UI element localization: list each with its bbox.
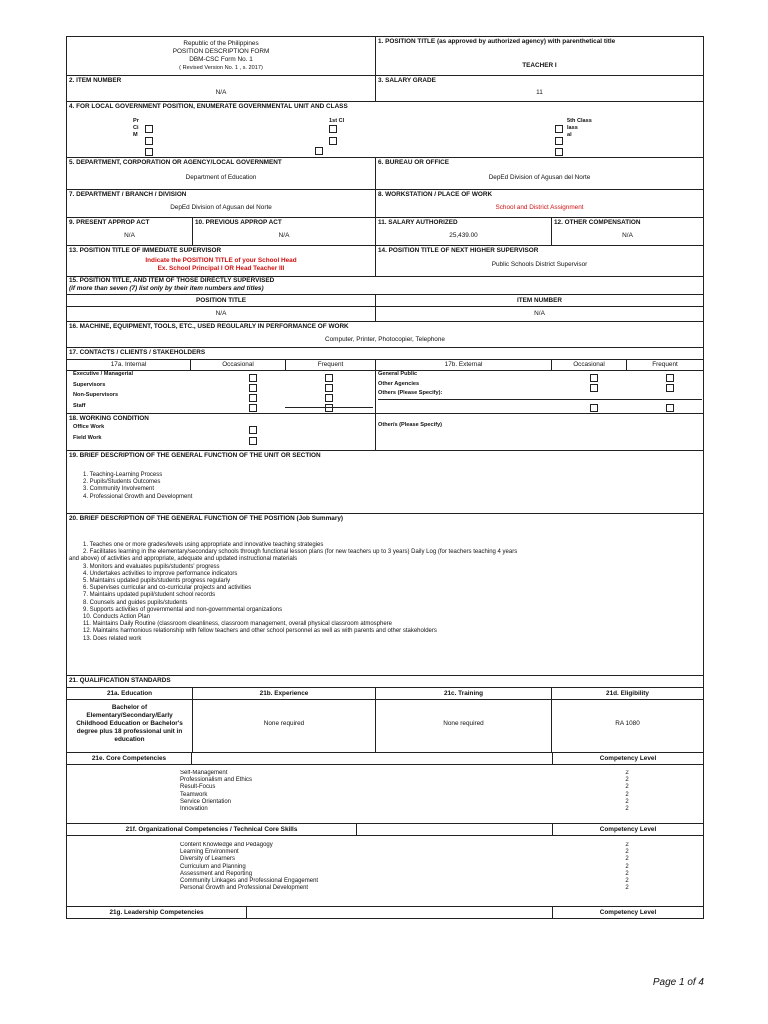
position-title-cell	[376, 37, 703, 75]
present-approp-value: N/A	[124, 232, 135, 239]
unit-function-label: 19. BRIEF DESCRIPTION OF THE GENERAL FUNCTION OF THE UNIT OR SECTION	[69, 452, 321, 459]
bureau-value: DepEd Division of Agusan del Norte	[488, 174, 591, 181]
next-supervisor-value: Public Schools District Supervisor	[491, 261, 588, 268]
division-label: 7. DEPARTMENT / BRANCH / DIVISION	[69, 191, 187, 198]
eligibility-header: 21d. Eligibility	[606, 690, 649, 697]
header-republic: Republic of the Philippines	[183, 40, 259, 47]
external-occasional-checkbox[interactable]	[590, 404, 598, 412]
frequent-checkbox[interactable]	[325, 404, 333, 412]
unit-function-item: 2. Pupils/Students Outcomes	[83, 479, 161, 486]
bureau-cell	[376, 158, 703, 189]
internal-divider-line	[285, 407, 373, 408]
previous-approp-cell	[193, 218, 376, 245]
salary-authorized-value: 25,439.00	[449, 232, 478, 239]
item-number-cell	[67, 76, 376, 101]
external-contacts	[376, 371, 703, 413]
job-summary-item: 12. Maintains harmonious relationship with fellow teachers and other school personnel as well as with parents and other stakeholders	[83, 628, 437, 635]
job-summary-item: 10. Conducts Action Plan	[83, 614, 151, 621]
frequent-checkbox[interactable]	[325, 394, 333, 402]
equipment-row	[66, 322, 704, 348]
lgu-column-1: Pr Ci M	[133, 118, 139, 138]
org-levels-list	[551, 842, 703, 892]
item-number-label: 2. ITEM NUMBER	[69, 77, 122, 84]
others-specify-line	[378, 399, 702, 400]
position-title-value: TEACHER I	[522, 62, 557, 69]
job-summary-item: 5. Maintains updated pupils/students progress regularly	[83, 578, 231, 585]
org-competency: Assessment and Reporting	[180, 870, 253, 877]
job-summary-item: 13. Does related work	[83, 635, 142, 642]
core-level: 2	[625, 777, 629, 784]
local-government-cell	[67, 102, 703, 157]
supervised-item-number-value: N/A	[534, 310, 545, 317]
directly-supervised-sublabel: (if more than seven (7) list only by their item numbers and titles)	[69, 285, 264, 292]
bureau-label: 6. BUREAU OR OFFICE	[378, 159, 450, 166]
contact-executive: Executive / Managerial	[73, 371, 134, 377]
job-summary-label: 20. BRIEF DESCRIPTION OF THE GENERAL FUNCTION OF THE POSITION (Job Summary)	[69, 515, 343, 522]
salary-authorized-label: 11. SALARY AUTHORIZED	[378, 219, 458, 226]
org-competency: Content Knowledge and Pedagogy	[180, 842, 273, 848]
job-summary-list	[67, 524, 703, 643]
frequent-checkbox[interactable]	[325, 384, 333, 392]
form-header	[67, 37, 376, 75]
next-supervisor-cell	[376, 246, 703, 276]
external-occasional-header: Occasional	[552, 360, 627, 370]
experience-value: None required	[193, 700, 376, 752]
lgu-checkbox[interactable]	[145, 148, 153, 156]
workstation-value: School and District Assignment	[495, 204, 584, 211]
other-compensation-cell	[552, 218, 703, 245]
present-approp-label: 9. PRESENT APPROP ACT	[69, 219, 150, 226]
immediate-supervisor-label: 13. POSITION TITLE OF IMMEDIATE SUPERVISOR	[69, 247, 222, 254]
internal-frequent-header: Frequent	[286, 360, 376, 370]
org-level: 2	[625, 885, 629, 892]
job-summary-item: 9. Supports activities of governmental and non-governmental organizations	[83, 606, 283, 613]
unit-function-item: 3. Community Involvement	[83, 486, 155, 493]
external-frequent-checkbox[interactable]	[666, 384, 674, 392]
core-competency: Service Orientation	[180, 798, 232, 805]
core-levels-list	[551, 770, 703, 813]
supervised-item-number-header: ITEM NUMBER	[516, 297, 563, 304]
eligibility-value: RA 1080	[615, 720, 640, 727]
present-approp-cell	[67, 218, 193, 245]
core-competencies-header: 21e. Core Competencies	[67, 753, 192, 764]
org-competencies-list	[180, 842, 318, 892]
division-value: DepEd Division of Agusan del Norte	[170, 204, 272, 211]
lgu-checkbox[interactable]	[555, 137, 563, 145]
core-competencies-list	[180, 770, 252, 813]
leadership-header-row	[66, 907, 704, 919]
local-government-row	[66, 102, 704, 158]
occasional-checkbox[interactable]	[249, 374, 257, 382]
directly-supervised-values-row	[66, 307, 704, 322]
salary-grade-cell	[376, 76, 703, 101]
internal-header: 17a. Internal	[67, 360, 191, 370]
lgu-checkbox[interactable]	[555, 148, 563, 156]
job-summary-item: 4. Undertakes activities to improve performance indicators	[83, 570, 238, 577]
contact-general-public: General Public	[378, 371, 418, 377]
working-condition-row	[66, 414, 704, 451]
external-frequent-checkbox[interactable]	[666, 404, 674, 412]
core-competencies-row	[66, 765, 704, 824]
occasional-checkbox[interactable]	[249, 384, 257, 392]
org-level: 2	[625, 842, 629, 848]
education-value: Bachelor of Elementary/Secondary/Early Childhood Education or Bachelor's degree plus 18 professional unit in education	[67, 700, 193, 752]
header-revision: ( Revised Version No. 1 , s. 2017)	[179, 65, 263, 71]
core-level: 2	[625, 791, 629, 798]
working-condition-label: 18. WORKING CONDITION	[69, 415, 149, 422]
unit-function-cell	[67, 451, 703, 513]
contact-supervisors: Supervisors	[73, 382, 106, 388]
salary-authorized-cell	[376, 218, 552, 245]
office-work-label: Office Work	[73, 424, 105, 430]
job-summary-item: 3. Monitors and evaluates pupils/students' progress	[83, 563, 220, 570]
immediate-supervisor-instruction: Indicate the POSITION TITLE of your School Head	[145, 257, 297, 264]
qualification-label: 21. QUALIFICATION STANDARDS	[69, 677, 171, 684]
lgu-column-2: 1st Cl	[329, 118, 345, 124]
org-level-header: Competency Level	[552, 824, 703, 835]
core-competency: Professionalism and Ethics	[180, 777, 253, 784]
department-value: Department of Education	[185, 174, 257, 181]
core-competencies-header-row	[66, 753, 704, 765]
supervised-position-title-header: POSITION TITLE	[67, 295, 376, 306]
occasional-checkbox[interactable]	[249, 394, 257, 402]
division-workstation-row	[66, 190, 704, 218]
header-form-title: POSITION DESCRIPTION FORM	[172, 48, 270, 55]
contacts-columns-row	[66, 360, 704, 371]
equipment-label: 16. MACHINE, EQUIPMENT, TOOLS, ETC., USED REGULARLY IN PERFORMANCE OF WORK	[69, 323, 349, 330]
lgu-checkbox[interactable]	[315, 147, 323, 155]
item-salary-row	[66, 76, 704, 102]
contacts-body-row	[66, 371, 704, 414]
directly-supervised-label: 15. POSITION TITLE, AND ITEM OF THOSE DIRECTLY SUPERVISED	[69, 277, 275, 284]
org-level: 2	[625, 849, 629, 856]
directly-supervised-header-row	[66, 277, 704, 295]
core-level: 2	[625, 806, 629, 813]
salary-grade-value: 11	[536, 89, 543, 96]
immediate-supervisor-cell	[67, 246, 376, 276]
other-condition-label: Other/s (Please Specify)	[378, 422, 443, 428]
leadership-header: 21g. Leadership Competencies	[67, 907, 247, 918]
internal-contacts	[67, 371, 376, 413]
core-competency: Innovation	[180, 806, 208, 813]
contact-other-agencies: Other Agencies	[378, 381, 420, 387]
core-competency: Result-Focus	[180, 784, 216, 791]
unit-function-item: 4. Professional Growth and Development	[83, 493, 193, 500]
core-competency: Self-Management	[180, 770, 228, 776]
lgu-checkbox[interactable]	[329, 137, 337, 145]
qualification-label-row	[66, 676, 704, 688]
org-competencies-header: 21f. Organizational Competencies / Technical Core Skills	[67, 824, 357, 835]
core-level: 2	[625, 784, 629, 791]
job-summary-item: 7. Maintains updated pupil/student school records	[83, 592, 216, 599]
directly-supervised-label-cell	[67, 277, 703, 294]
salary-grade-label: 3. SALARY GRADE	[378, 77, 436, 84]
external-header: 17b. External	[376, 360, 552, 370]
org-competency: Community Linkages and Professional Engagement	[180, 878, 319, 885]
job-summary-item: and above) of activities and appropriate, adequate and updated instructional materials	[69, 556, 298, 563]
field-work-checkbox[interactable]	[249, 437, 257, 445]
immediate-supervisor-example: Ex. School Principal I OR Head Teacher III	[157, 264, 285, 272]
supervisor-row	[66, 246, 704, 277]
qualification-columns-row	[66, 688, 704, 700]
core-competency: Teamwork	[180, 791, 208, 798]
org-competency: Learning Environment	[180, 849, 239, 856]
other-condition-cell	[376, 414, 703, 450]
org-level: 2	[625, 856, 629, 863]
office-work-checkbox[interactable]	[249, 426, 257, 434]
department-bureau-row	[66, 158, 704, 190]
frequent-checkbox[interactable]	[325, 374, 333, 382]
job-summary-row	[66, 514, 704, 676]
training-header: 21c. Training	[376, 688, 552, 699]
local-government-label: 4. FOR LOCAL GOVERNMENT POSITION, ENUMERATE GOVERNMENTAL UNIT AND CLASS	[69, 103, 348, 110]
core-level-header: Competency Level	[552, 753, 703, 764]
org-level: 2	[625, 863, 629, 870]
org-competencies-row	[66, 836, 704, 907]
lgu-column-3: 5th Class lass al	[567, 118, 592, 138]
next-supervisor-label: 14. POSITION TITLE OF NEXT HIGHER SUPERVISOR	[378, 247, 539, 254]
education-header: 21a. Education	[67, 688, 193, 699]
position-description-form	[66, 36, 704, 919]
unit-function-row	[66, 451, 704, 514]
external-frequent-header: Frequent	[652, 361, 678, 368]
external-frequent-checkbox[interactable]	[666, 374, 674, 382]
leadership-level-header: Competency Level	[552, 907, 703, 918]
supervised-position-title-value: N/A	[67, 307, 376, 321]
item-number-value: N/A	[215, 89, 227, 96]
previous-approp-label: 10. PREVIOUS APPROP ACT	[195, 219, 282, 226]
lgu-checkbox[interactable]	[145, 125, 153, 133]
job-summary-item: 1. Teaches one or more grades/levels using appropriate and innovative teaching strategies	[83, 542, 324, 548]
occasional-checkbox[interactable]	[249, 404, 257, 412]
job-summary-item: 8. Counsels and guides pupils/students	[83, 599, 188, 606]
lgu-checkbox[interactable]	[329, 125, 337, 133]
department-label: 5. DEPARTMENT, CORPORATION OR AGENCY/LOCAL GOVERNMENT	[69, 159, 282, 166]
equipment-value: Computer, Printer, Photocopier, Telephone	[325, 336, 445, 343]
department-cell	[67, 158, 376, 189]
org-competency: Personal Growth and Professional Development	[180, 885, 309, 892]
lgu-checkbox[interactable]	[145, 137, 153, 145]
unit-function-item: 1. Teaching-Learning Process	[83, 472, 163, 478]
other-compensation-value: N/A	[622, 232, 633, 239]
job-summary-cell	[67, 514, 703, 675]
qualification-values-row	[66, 700, 704, 753]
core-level: 2	[625, 798, 629, 805]
field-work-label: Field Work	[73, 435, 102, 441]
unit-function-list	[67, 461, 703, 501]
core-level: 2	[625, 770, 629, 776]
contacts-label-row	[66, 348, 704, 360]
org-level: 2	[625, 878, 629, 885]
header-form-number: DBM-CSC Form No. 1	[189, 56, 253, 63]
org-competencies-header-row	[66, 824, 704, 836]
contacts-label: 17. CONTACTS / CLIENTS / STAKEHOLDERS	[69, 349, 206, 356]
external-occasional-checkbox[interactable]	[590, 374, 598, 382]
org-competency: Curriculum and Planning	[180, 863, 246, 870]
contact-others-specify: Others (Please Specify):	[378, 390, 443, 396]
experience-header: 21b. Experience	[193, 688, 376, 699]
other-compensation-label: 12. OTHER COMPENSATION	[554, 219, 641, 226]
training-value: None required	[376, 700, 552, 752]
page-number: Page 1 of 4	[652, 977, 704, 988]
internal-occasional-header: Occasional	[191, 360, 286, 370]
working-condition-cell	[67, 414, 376, 450]
org-level: 2	[625, 870, 629, 877]
approp-salary-row	[66, 218, 704, 246]
position-title-label: 1. POSITION TITLE (as approved by authorized agency) with parenthetical title	[378, 38, 616, 45]
job-summary-item: 11. Maintains Daily Routine (classroom cleanliness, classroom management, overall physical classroom atmosphere	[83, 621, 393, 628]
workstation-cell	[376, 190, 703, 217]
lgu-checkbox[interactable]	[555, 125, 563, 133]
workstation-label: 8. WORKSTATION / PLACE OF WORK	[378, 191, 493, 198]
job-summary-item: 2. Facilitates learning in the elementary/secondary schools through functional lesson plans (for new teachers up to 3 years) Daily Log (for teachers teaching 4 years	[83, 549, 518, 556]
header-row	[66, 36, 704, 76]
contact-staff: Staff	[73, 403, 86, 409]
contact-non-supervisors: Non-Supervisors	[73, 392, 119, 398]
job-summary-item: 6. Supervises curricular and co-curricular projects and activities	[83, 585, 252, 592]
division-cell	[67, 190, 376, 217]
external-occasional-checkbox[interactable]	[590, 384, 598, 392]
previous-approp-value: N/A	[278, 232, 290, 239]
org-competency: Diversity of Learners	[180, 856, 236, 863]
directly-supervised-columns-row	[66, 295, 704, 307]
equipment-cell	[67, 322, 703, 347]
